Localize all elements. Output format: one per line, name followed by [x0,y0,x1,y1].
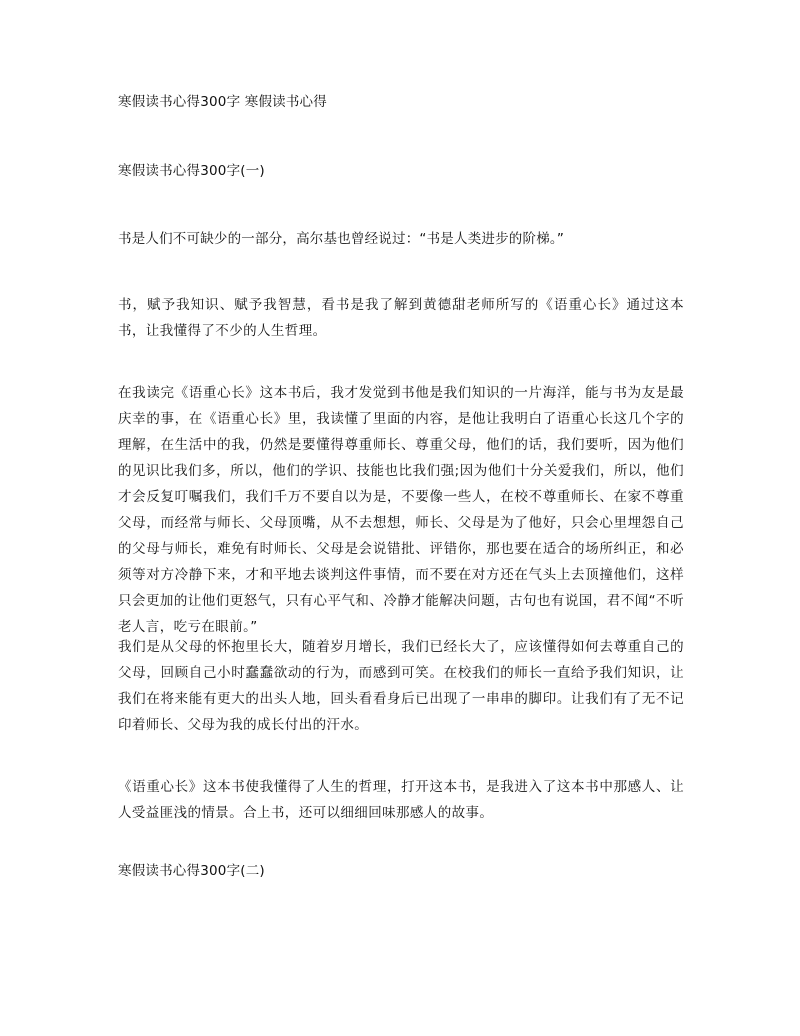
paragraph-3: 在我读完《语重心长》这本书后，我才发觉到书他是我们知识的一片海洋，能与书为友是最庆幸的事，在《语重心长》里，我读懂了里面的内容，是他让我明白了语重心长这几个字的理解，在生活中的我，仍然是要懂得尊重师长、尊重父母，他们的话，我们要听，因为他们的见识比我们多，所以，他们的学识、技能也比我们强;因为他们十分关爱我们，所以，他们才会反复叮嘱我们，我们千万不要自以为是，不要像一些人，在校不尊重师长、在家不尊重父母，而经常与师长、父母顶嘴，从不去想想，师长、父母是为了他好，只会心里埋怨自己的父母与师长，难免有时师长、父母是会说错批、评错你，那也要在适合的场所纠正，和必须等对方冷静下来，才和平地去谈判这件事情，而不要在对方还在气头上去顶撞他们，这样只会更加的让他们更怒气，只有心平气和、冷静才能解决问题，古句也有说国，君不闻“不听老人言，吃亏在眼前。” [118,385,684,635]
paragraph-2: 书，赋予我知识、赋予我智慧，看书是我了解到黄德甜老师所写的《语重心长》通过这本书，让我懂得了不少的人生哲理。 [118,297,684,339]
paragraph-5: 《语重心长》这本书使我懂得了人生的哲理，打开这本书，是我进入了这本书中那感人、让人受益匪浅的情景。合上书，还可以细细回味那感人的故事。 [118,779,684,821]
section-heading-one: 寒假读书心得300字(一) [118,163,265,179]
section-heading-two: 寒假读书心得300字(二) [118,863,265,879]
paragraph-1: 书是人们不可缺少的一部分，高尔基也曾经说过：“书是人类进步的阶梯。” [118,231,565,247]
document-title: 寒假读书心得300字 寒假读书心得 [118,94,327,110]
paragraph-4: 我们是从父母的怀抱里长大，随着岁月增长，我们已经长大了，应该懂得如何去尊重自己的父母，回顾自己小时蠢蠢欲动的行为，而感到可笑。在校我们的师长一直给予我们知识，让我们在将来能有更大的出头人地，回头看看身后已出现了一串串的脚印。让我们有了无不记印着师长、父母为我的成长付出的汗水。 [118,639,684,733]
